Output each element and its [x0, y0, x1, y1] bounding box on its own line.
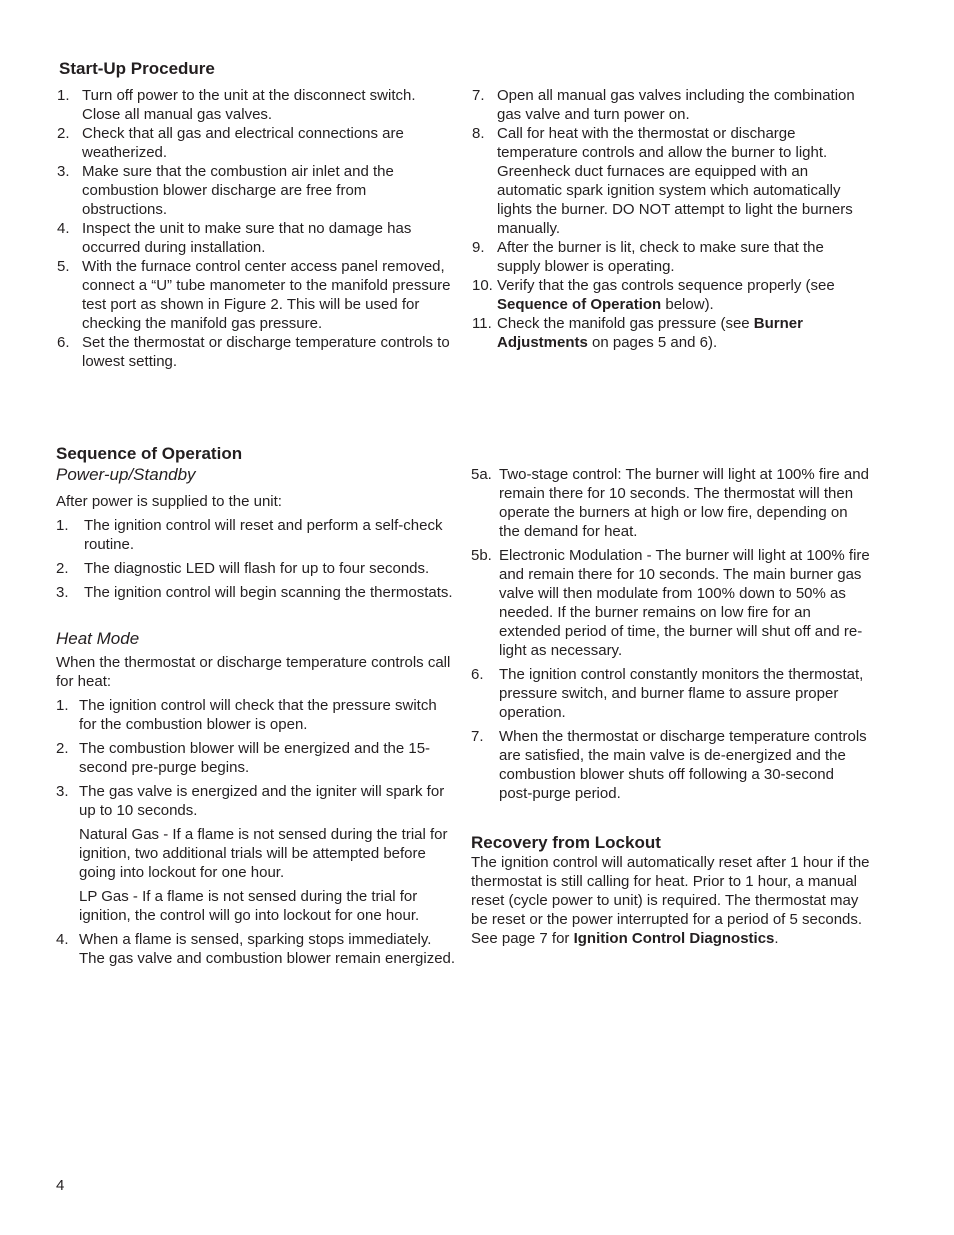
item-text: Two-stage control: The burner will light at 100% fire and remain there for 10 seconds. The thermostat will then operate the burners at high or low fire, depending on the demand for heat.	[499, 466, 869, 540]
list-item	[471, 465, 871, 541]
sequence-title: Sequence of Operation	[56, 444, 243, 463]
item-number: 9.	[472, 239, 485, 256]
item-number: 6.	[471, 666, 484, 683]
startup-title: Start-Up Procedure	[59, 59, 215, 78]
item-text: Set the thermostat or discharge temperature controls to lowest setting.	[82, 334, 450, 370]
heat-mode-subtitle: Heat Mode	[56, 629, 140, 648]
list-item	[472, 86, 870, 124]
list-item	[57, 333, 452, 371]
item-text: With the furnace control center access panel removed, connect a “U” tube manometer to the manifold pressure test port as shown in Figure 2. This will be used for checking the manifold gas pressure.	[82, 258, 451, 332]
item-number: 8.	[472, 125, 485, 142]
list-item	[56, 739, 456, 777]
item-text: The ignition control will check that the pressure switch for the combustion blower is open.	[79, 697, 437, 733]
item-text-post: below).	[661, 296, 714, 313]
item-number: 3.	[57, 163, 70, 180]
recovery-title: Recovery from Lockout	[471, 833, 661, 852]
item-text: The gas valve is energized and the igniter will spark for up to 10 seconds.	[79, 783, 445, 819]
item-text: The combustion blower will be energized and the 15-second pre-purge begins.	[79, 740, 431, 776]
item-text: When the thermostat or discharge temperature controls are satisfied, the main valve is de-energized and the combustion blower shuts off following a 30-second post-purge period.	[499, 728, 867, 802]
item-text: Electronic Modulation - The burner will light at 100% fire and remain there for 10 seconds. The main burner gas valve will then modulate from 100% down to 50% as needed. If the burner remains on low fire for an extended period of time, the burner will shut off and re-light as necessary.	[499, 547, 870, 659]
cross-reference: Burner Adjustments	[497, 315, 803, 351]
item-number: 2.	[56, 560, 69, 577]
list-item	[57, 257, 452, 333]
item-number: 7.	[471, 728, 484, 745]
item-text-pre: Verify that the gas controls sequence properly (see	[497, 277, 835, 294]
recovery-text-end: .	[774, 930, 779, 947]
list-item	[471, 546, 871, 660]
item-number: 4.	[57, 220, 70, 237]
list-item	[56, 930, 456, 968]
item-number: 1.	[56, 697, 69, 714]
startup-left-column	[57, 59, 452, 371]
item-number: 3.	[56, 783, 69, 800]
cross-reference: Ignition Control Diagnostics	[573, 930, 775, 947]
recovery-text: The ignition control will automatically reset after 1 hour if the thermostat is still calling for heat. Prior to 1 hour, a manual reset (cycle power to unit) is required. The thermostat may be reset or the power interrupted for a period of 5 seconds. See page 7 for	[471, 854, 870, 947]
item-text: Call for heat with the thermostat or discharge temperature controls and allow the burner to light. Greenheck duct furnaces are equipped with an automatic spark ignition system which automatically lights the burner. DO NOT attempt to light the burners manually.	[497, 125, 853, 237]
item-text: The diagnostic LED will flash for up to four seconds.	[84, 560, 430, 577]
item-text-post: on pages 5 and 6).	[587, 334, 718, 351]
powerup-subtitle: Power-up/Standby	[56, 465, 196, 484]
list-item	[57, 219, 452, 257]
item-number: 11.	[472, 315, 492, 332]
item-number: 2.	[56, 740, 69, 757]
list-item	[56, 696, 456, 734]
item-text: Make sure that the combustion air inlet and the combustion blower discharge are free from obstructions.	[82, 163, 394, 218]
item-text: The ignition control will reset and perform a self-check routine.	[84, 517, 443, 553]
item-number: 7.	[472, 87, 485, 104]
startup-list-left	[57, 86, 452, 371]
startup-right-column	[472, 86, 870, 352]
list-subparagraph	[56, 887, 456, 925]
startup-list-right	[472, 86, 870, 352]
item-number: 6.	[57, 334, 70, 351]
sequence-left-column	[56, 444, 456, 968]
item-number: 5.	[57, 258, 70, 275]
list-item	[56, 516, 456, 554]
list-item	[472, 276, 870, 314]
powerup-list	[56, 516, 456, 602]
list-item	[57, 86, 452, 124]
item-text: When a flame is sensed, sparking stops immediately. The gas valve and combustion blower remain energized.	[79, 931, 456, 967]
page-number: 4	[56, 1177, 65, 1194]
list-item	[56, 782, 456, 820]
item-text	[497, 277, 835, 313]
recovery-paragraph	[471, 853, 871, 948]
item-text: Turn off power to the unit at the disconnect switch. Close all manual gas valves.	[82, 87, 416, 123]
sequence-right-column	[471, 465, 871, 948]
list-item	[57, 124, 452, 162]
natural-gas-note: Natural Gas - If a flame is not sensed during the trial for ignition, two additional trials will be attempted before going into lockout for one hour.	[79, 826, 448, 881]
item-number: 1.	[57, 87, 70, 104]
item-text-pre: Check the manifold gas pressure (see	[497, 315, 754, 332]
cross-reference: Sequence of Operation	[497, 296, 662, 313]
item-number: 4.	[56, 931, 69, 948]
list-item	[471, 727, 871, 803]
item-number: 3.	[56, 584, 69, 601]
heat-mode-intro: When the thermostat or discharge temperature controls call for heat:	[56, 654, 451, 690]
item-text	[497, 315, 803, 351]
sequence-list-right	[471, 465, 871, 803]
lp-gas-note: LP Gas - If a flame is not sensed during the trial for ignition, the control will go into lockout for one hour.	[79, 888, 420, 924]
item-number: 5b.	[471, 547, 492, 564]
list-item	[471, 665, 871, 722]
item-text: Check that all gas and electrical connections are weatherized.	[82, 125, 404, 161]
item-number: 10.	[472, 277, 493, 294]
item-number: 2.	[57, 125, 70, 142]
heat-mode-list	[56, 696, 456, 968]
list-subparagraph	[56, 825, 456, 882]
item-text: The ignition control will begin scanning the thermostats.	[84, 584, 453, 601]
item-number: 5a.	[471, 466, 492, 483]
item-text: The ignition control constantly monitors the thermostat, pressure switch, and burner flame to assure proper operation.	[499, 666, 864, 721]
powerup-intro: After power is supplied to the unit:	[56, 493, 282, 510]
item-text: Open all manual gas valves including the combination gas valve and turn power on.	[497, 87, 855, 123]
item-text: After the burner is lit, check to make sure that the supply blower is operating.	[497, 239, 824, 275]
list-item	[57, 162, 452, 219]
list-item	[56, 583, 456, 602]
list-item	[472, 238, 870, 276]
item-number: 1.	[56, 517, 69, 534]
list-item	[472, 124, 870, 238]
item-text: Inspect the unit to make sure that no damage has occurred during installation.	[82, 220, 412, 256]
list-item	[56, 559, 456, 578]
list-item	[472, 314, 870, 352]
